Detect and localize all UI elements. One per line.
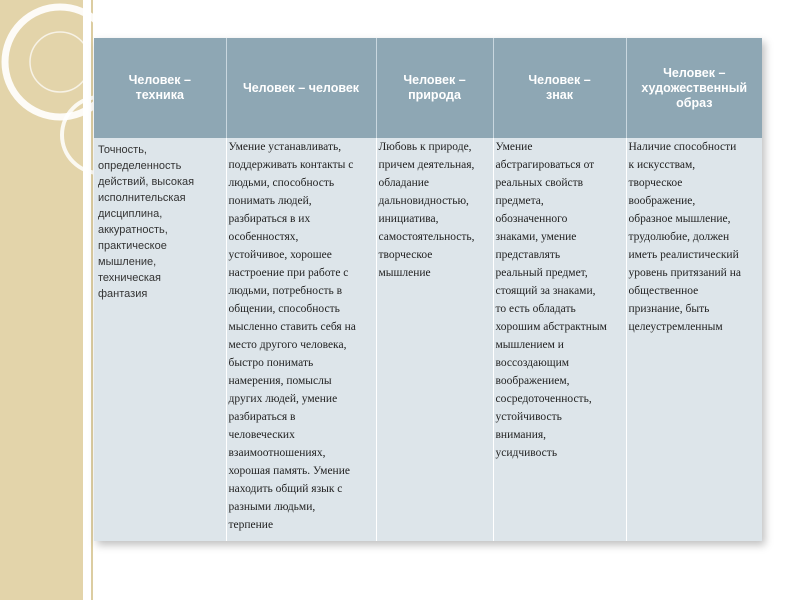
header-man-nature: Человек – природа (376, 38, 493, 138)
cell-text: Умение устанавливать, поддерживать контакты с людьми, способность понимать людей, разбираться в их особенностях, устойчивое, хорошее настроение при работе с людьми, потребность в общении, способность мысленно ставить себя на место другого человека, быстро понимать намерения, помыслы других людей, умение разбираться в человеческих взаимоотношениях, хорошая память. Умение находить общий язык с разными людьми, терпение (228, 141, 356, 531)
header-man-sign: Человек – знак (493, 38, 626, 138)
professions-table (94, 38, 762, 541)
professions-table-wrapper (94, 38, 762, 541)
side-decoration-panel (0, 0, 83, 600)
cell-man-art-image (626, 138, 762, 541)
cell-text: Любовь к природе, причем деятельная, обладание дальновидностью, инициатива, самостоятельность, творческое мышление (378, 141, 475, 279)
cell-man-sign (493, 138, 626, 541)
header-man-technics: Человек – техника (94, 38, 226, 138)
cell-man-nature (376, 138, 493, 541)
table-row (94, 138, 762, 541)
table-header-row (94, 38, 762, 138)
cell-man-technics (94, 138, 226, 541)
cell-text: Умение абстрагироваться от реальных свойств предмета, обозначенного знаками, умение представлять реальный предмет, стоящий за знаками, то есть обладать хорошим абстрактным мышлением и воссоздающим воображением, сосредоточенность, устойчивость внимания, усидчивость (495, 141, 607, 459)
header-man-art-image: Человек – художественный образ (626, 38, 762, 138)
header-man-man: Человек – человек (226, 38, 376, 138)
cell-text: Наличие способности к искусствам, творческое воображение, образное мышление, трудолюбие, должен иметь реалистический уровень притязаний на общественное признание, быть целеустремленным (628, 141, 741, 333)
cell-man-man (226, 138, 376, 541)
cell-text: Точность, определенность действий, высокая исполнительская дисциплина, аккуратность, практическое мышление, техническая фантазия (98, 144, 195, 300)
side-decoration-line (91, 0, 93, 600)
